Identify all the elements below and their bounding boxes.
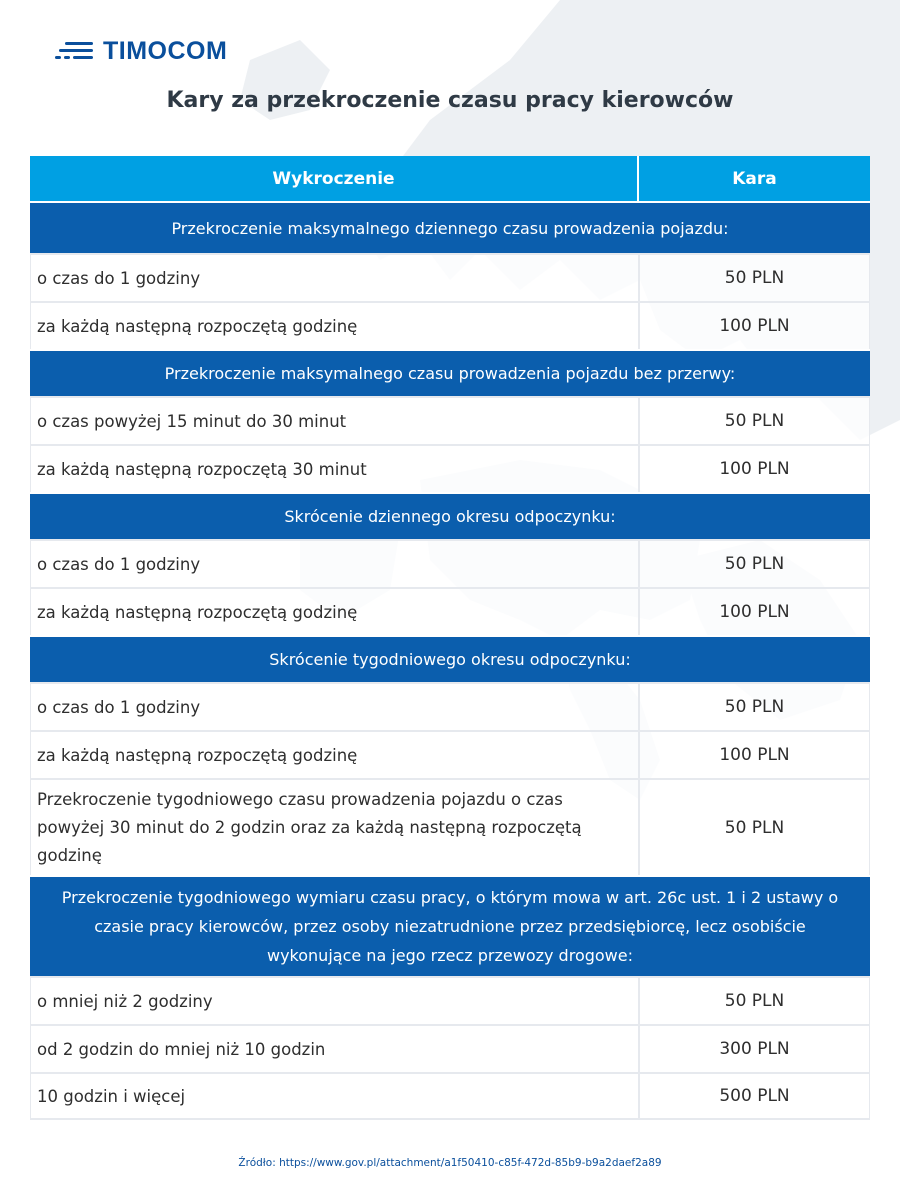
table-row (30, 253, 870, 301)
offense-cell: o czas do 1 godziny (31, 541, 640, 587)
penalty-cell: 500 PLN (719, 1086, 790, 1106)
offense-cell: o czas powyżej 15 minut do 30 minut (31, 398, 640, 444)
offense-cell: za każdą następną rozpoczętą godzinę (31, 589, 640, 635)
penalty-cell: 50 PLN (724, 991, 785, 1011)
page-title: Kary za przekroczenie czasu pracy kierowców (166, 88, 734, 113)
table-row (30, 682, 870, 730)
penalty-cell: 50 PLN (724, 268, 785, 288)
section-title: Przekroczenie maksymalnego czasu prowadzenia pojazdu bez przerwy: (30, 349, 870, 396)
timocom-logo (55, 36, 227, 66)
table-header (30, 156, 870, 201)
penalty-cell: 100 PLN (719, 602, 790, 622)
table-row (30, 444, 870, 492)
penalty-cell: 100 PLN (719, 745, 790, 765)
table-row (30, 1024, 870, 1072)
penalty-cell: 50 PLN (724, 697, 785, 717)
penalty-cell: 50 PLN (724, 411, 785, 431)
offense-cell: o czas do 1 godziny (31, 255, 640, 301)
table-row (30, 778, 870, 875)
penalty-cell: 50 PLN (724, 817, 785, 838)
offense-cell: za każdą następną rozpoczętą godzinę (31, 303, 640, 349)
penalty-cell: 50 PLN (724, 554, 785, 574)
section-title: Przekroczenie maksymalnego dziennego czasu prowadzenia pojazdu: (30, 201, 870, 253)
penalty-cell: 300 PLN (719, 1039, 790, 1059)
offense-cell: o czas do 1 godziny (31, 684, 640, 730)
header-penalty: Kara (732, 168, 777, 189)
offense-cell: 10 godzin i więcej (31, 1074, 640, 1118)
table-row (30, 539, 870, 587)
brand-name: TIMOCOM (103, 36, 228, 65)
table-row (30, 396, 870, 444)
penalty-cell: 100 PLN (719, 459, 790, 479)
section-title: Przekroczenie tygodniowego wymiaru czasu pracy, o którym mowa w art. 26c ust. 1 i 2 ustawy o czasie pracy kierowców, przez osoby niezatrudnione przez przedsiębiorcę, lecz osobiście wykonujące na jego rzecz przewozy drogowe: (30, 875, 870, 976)
section-title: Skrócenie dziennego okresu odpoczynku: (30, 492, 870, 539)
section-title: Skrócenie tygodniowego okresu odpoczynku: (30, 635, 870, 682)
table-row (30, 730, 870, 778)
table-row (30, 1072, 870, 1120)
offense-cell: od 2 godzin do mniej niż 10 godzin (31, 1026, 640, 1072)
offense-cell: za każdą następną rozpoczętą 30 minut (31, 446, 640, 492)
penalty-cell: 100 PLN (719, 316, 790, 336)
offense-cell: o mniej niż 2 godziny (31, 978, 640, 1024)
timocom-lines-icon (55, 40, 93, 62)
offense-cell: za każdą następną rozpoczętą godzinę (31, 732, 640, 778)
penalty-table (30, 156, 870, 1120)
header-offense: Wykroczenie (30, 156, 639, 201)
offense-cell: Przekroczenie tygodniowego czasu prowadzenia pojazdu o czas powyżej 30 minut do 2 godzin oraz za każdą następną rozpoczętą godzinę (31, 780, 640, 875)
table-row (30, 301, 870, 349)
table-row (30, 976, 870, 1024)
source-link[interactable]: Źródło: https://www.gov.pl/attachment/a1f50410-c85f-472d-85b9-b9a2daef2a89 (238, 1157, 662, 1169)
table-row (30, 587, 870, 635)
